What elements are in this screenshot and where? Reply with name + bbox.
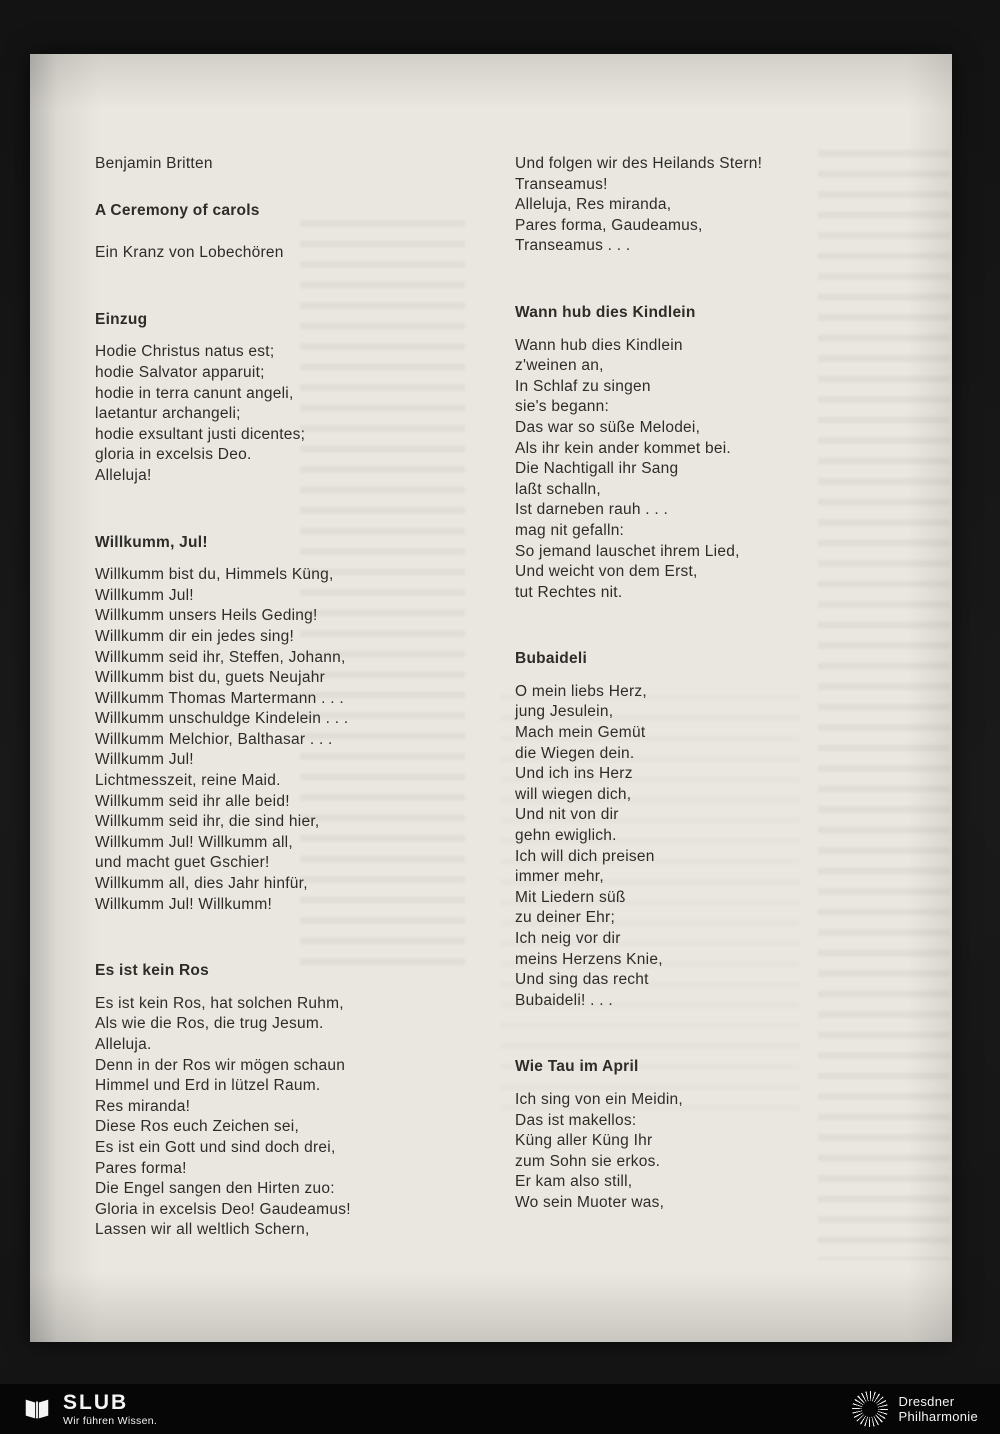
lyric-line: Die Engel sangen den Hirten zuo:: [95, 1180, 335, 1198]
lyric-line: Willkumm bist du, Himmels Küng,: [95, 566, 334, 584]
lyric-line: Willkumm Jul!: [95, 586, 194, 604]
lyric-line: immer mehr,: [515, 868, 604, 886]
lyric-line: Willkumm Thomas Martermann . . .: [95, 689, 344, 707]
song-section: [95, 310, 487, 487]
lyric-line: Willkumm seid ihr alle beid!: [95, 792, 290, 810]
lyric-line: Res miranda!: [95, 1097, 191, 1115]
song-heading: Bubaideli: [515, 650, 588, 668]
lyric-line: will wiegen dich,: [515, 785, 632, 803]
lyric-line: Willkumm dir ein jedes sing!: [95, 627, 295, 645]
slub-tagline: Wir führen Wissen.: [63, 1414, 158, 1427]
column-left: [95, 154, 487, 1241]
lyric-line: Alleluja!: [95, 466, 152, 484]
lyric-line: Ist darneben rauh . . .: [515, 501, 669, 519]
lyric-line: zum Sohn sie erkos.: [515, 1152, 661, 1170]
song-heading: Einzug: [95, 310, 148, 328]
lyric-line: gehn ewiglich.: [515, 827, 617, 845]
work-title: A Ceremony of carols: [95, 201, 260, 219]
lyric-line: Es ist kein Ros, hat solchen Ruhm,: [95, 994, 344, 1012]
song-section: [95, 533, 487, 916]
song-section: [515, 1057, 907, 1213]
lyric-line: sie's begann:: [515, 398, 610, 416]
lyric-line: O mein liebs Herz,: [515, 682, 647, 700]
lyric-line: Willkumm all, dies Jahr hinfür,: [95, 875, 308, 893]
lyric-line: Mit Liedern süß: [515, 888, 626, 906]
lyric-line: Und nit von dir: [515, 806, 619, 824]
lyric-line: laetantur archangeli;: [95, 405, 241, 423]
lyric-line: Willkumm bist du, guets Neujahr: [95, 669, 325, 687]
lyric-line: Lassen wir all weltlich Schern,: [95, 1221, 310, 1239]
slub-logo: [22, 1392, 157, 1427]
lyric-line: Gloria in excelsis Deo! Gaudeamus!: [95, 1200, 351, 1218]
lyric-line: Willkumm Jul! Willkumm!: [95, 895, 273, 913]
philharmonie-line1: Dresdner: [898, 1393, 955, 1409]
lyric-line: Und ich ins Herz: [515, 765, 633, 783]
song-heading: Willkumm, Jul!: [95, 533, 208, 551]
lyric-line: Ich neig vor dir: [515, 930, 621, 947]
lyric-line: Willkumm unschuldge Kindelein . . .: [95, 710, 349, 728]
lyric-line: Und folgen wir des Heilands Stern!: [515, 155, 763, 172]
lyric-line: Bubaideli! . . .: [515, 991, 613, 1009]
lyric-line: Himmel und Erd in lützel Raum.: [95, 1077, 321, 1095]
lyric-line: hodie Salvator apparuit;: [95, 363, 265, 381]
lyric-line: Mach mein Gemüt: [515, 724, 646, 742]
lyric-line: und macht guet Gschier!: [95, 854, 270, 872]
lyric-line: Und sing das recht: [515, 971, 649, 989]
lyric-line: Denn in der Ros wir mögen schaun: [95, 1056, 346, 1074]
column-right: [515, 154, 907, 1214]
song-section: [95, 961, 487, 1241]
lyric-line: hodie in terra canunt angeli,: [95, 384, 294, 402]
lyric-line: Willkumm seid ihr, Steffen, Johann,: [95, 648, 346, 666]
lyric-line: Pares forma, Gaudeamus,: [515, 216, 703, 234]
lyric-line: Transeamus!: [515, 175, 608, 193]
lyric-line: Das war so süße Melodei,: [515, 418, 701, 436]
lyric-line: Hodie Christus natus est;: [95, 343, 275, 361]
lyric-line: Transeamus . . .: [515, 237, 631, 255]
lyric-line: Willkumm Jul!: [95, 751, 194, 769]
lyric-line: Willkumm unsers Heils Geding!: [95, 607, 318, 625]
song-heading: Wie Tau im April: [515, 1058, 639, 1076]
work-subtitle: Ein Kranz von Lobechören: [95, 244, 284, 262]
lyric-line: gloria in excelsis Deo.: [95, 446, 252, 464]
song-heading: Wann hub dies Kindlein: [515, 303, 696, 321]
lyric-line: z'weinen an,: [515, 357, 604, 375]
slub-text-block: [63, 1392, 157, 1427]
lyric-line: Die Nachtigall ihr Sang: [515, 460, 679, 478]
lyric-line: Ich will dich preisen: [515, 847, 655, 865]
slub-wordmark: SLUB: [63, 1390, 129, 1414]
scanned-program-page: [30, 54, 952, 1342]
lyric-line: Küng aller Küng Ihr: [515, 1132, 653, 1150]
lyric-line: Alleluja.: [95, 1036, 152, 1053]
lyric-line: Lichtmesszeit, reine Maid.: [95, 772, 281, 790]
lyric-line: Wo sein Muoter was,: [515, 1193, 665, 1211]
lyric-line: Willkumm seid ihr, die sind hier,: [95, 813, 320, 831]
lyric-line: Pares forma!: [95, 1159, 187, 1177]
lyric-line: Willkumm Jul! Willkumm all,: [95, 833, 293, 851]
lyric-line: jung Jesulein,: [515, 703, 614, 721]
lyric-line: Als ihr kein ander kommet bei.: [515, 439, 731, 457]
song-heading: Es ist kein Ros: [95, 962, 210, 980]
lyric-line: die Wiegen dein.: [515, 744, 635, 762]
lyric-line: Ich sing von ein Meidin,: [515, 1090, 683, 1108]
song-section: [515, 649, 907, 1011]
starburst-icon: [852, 1391, 888, 1427]
lyric-line: Wann hub dies Kindlein: [515, 336, 683, 354]
lyric-line: Das ist makellos:: [515, 1111, 637, 1129]
song-section: [515, 154, 907, 257]
lyric-line: Diese Ros euch Zeichen sei,: [95, 1118, 300, 1136]
lyric-line: Als wie die Ros, die trug Jesum.: [95, 1015, 324, 1033]
philharmonie-text-block: [899, 1394, 978, 1425]
lyric-line: Alleluja, Res miranda,: [515, 196, 672, 214]
song-section: [515, 303, 907, 603]
lyric-line: Willkumm Melchior, Balthasar . . .: [95, 730, 333, 748]
lyric-line: So jemand lauschet ihrem Lied,: [515, 542, 740, 560]
book-icon: [22, 1394, 52, 1424]
lyric-line: meins Herzens Knie,: [515, 950, 663, 968]
branding-bar: [0, 1384, 1000, 1434]
lyric-line: tut Rechtes nit.: [515, 583, 623, 601]
lyric-line: In Schlaf zu singen: [515, 377, 651, 395]
lyric-line: Er kam also still,: [515, 1173, 633, 1191]
lyric-line: Es ist ein Gott und sind doch drei,: [95, 1138, 336, 1156]
lyric-line: Und weicht von dem Erst,: [515, 563, 698, 581]
lyric-line: mag nit gefalln:: [515, 521, 625, 539]
philharmonie-line2: Philharmonie: [898, 1409, 978, 1424]
lyric-line: hodie exsultant justi dicentes;: [95, 425, 306, 443]
lyric-line: zu deiner Ehr;: [515, 909, 615, 927]
composer-name: Benjamin Britten: [95, 155, 213, 172]
philharmonie-logo: [852, 1391, 978, 1427]
lyric-line: laßt schalln,: [515, 480, 601, 498]
